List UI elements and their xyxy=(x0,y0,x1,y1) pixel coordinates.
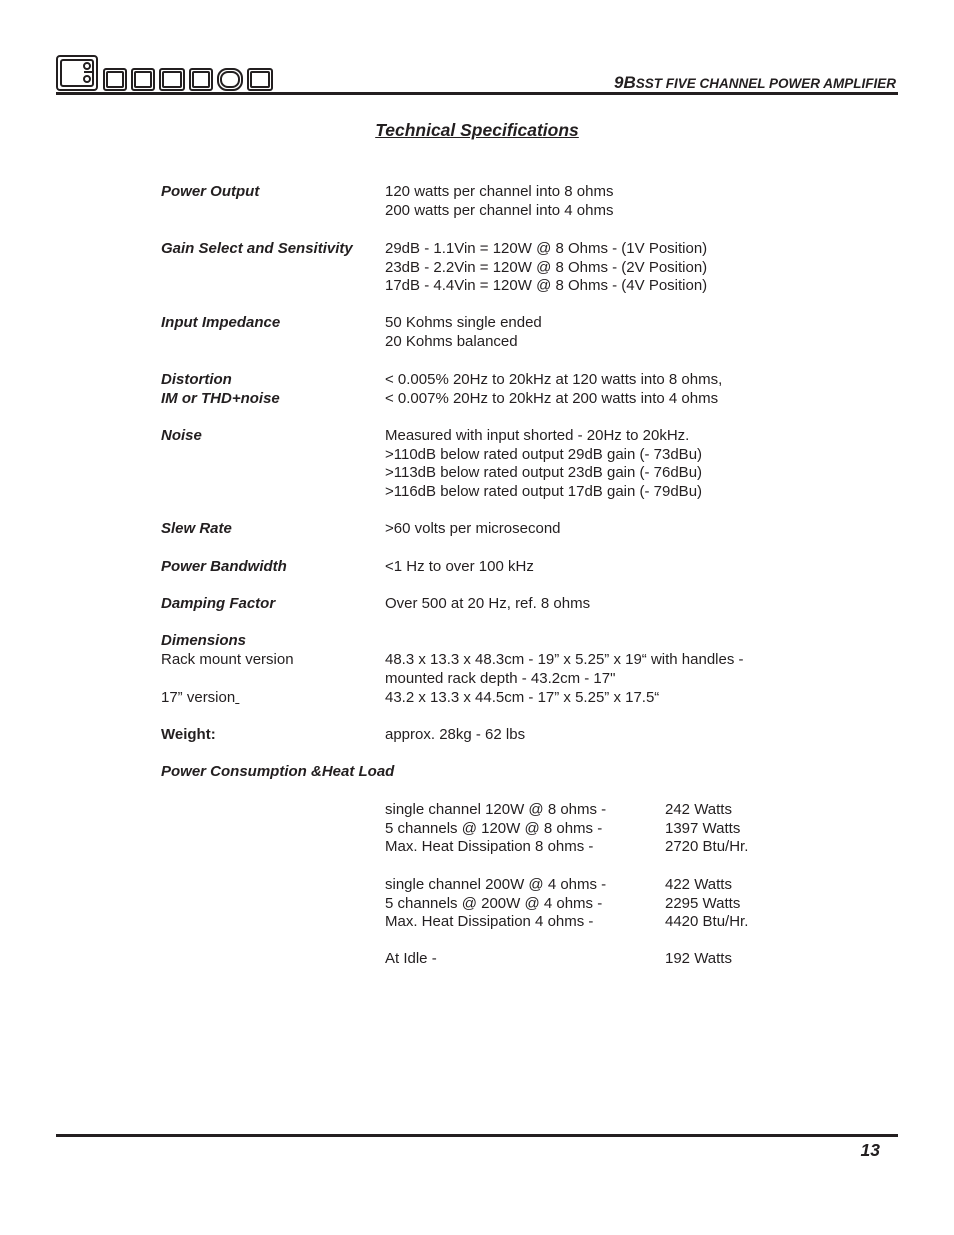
list-item: 2720 Btu/Hr. xyxy=(665,838,749,855)
spec-label-input-impedance: Input Impedance xyxy=(161,314,281,331)
spec-label-slew-rate: Slew Rate xyxy=(161,520,232,537)
footer-rule xyxy=(56,1134,898,1137)
power-idle-desc: At Idle - xyxy=(385,950,437,967)
spec-value-rack-mount: 48.3 x 13.3 x 48.3cm - 19” x 5.25” x 19“ with handles - mounted rack depth - 43.2cm - 17" xyxy=(385,651,744,687)
spec-value-noise: Measured with input shorted - 20Hz to 20kHz. >110dB below rated output 29dB gain (- 73dBu) >113dB below rated output 23dB gain (- 76dBu) >116dB below rated output 17dB gain (- 79dBu) xyxy=(385,427,703,500)
spec-value-distortion: < 0.005% 20Hz to 20kHz at 120 watts into 8 ohms, < 0.007% 20Hz to 20kHz at 200 watts into 4 ohms xyxy=(385,371,723,407)
spec-value-slew-rate: >60 volts per microsecond xyxy=(385,520,561,537)
spec-value-damping-factor: Over 500 at 20 Hz, ref. 8 ohms xyxy=(385,595,591,612)
spec-label-power-output: Power Output xyxy=(161,183,260,200)
page-number: 13 xyxy=(860,1140,880,1160)
list-item: single channel 200W @ 4 ohms - xyxy=(385,876,607,893)
spec-value-input-impedance: 50 Kohms single ended 20 Kohms balanced xyxy=(385,314,542,350)
page-title: Technical Specifications xyxy=(375,120,579,140)
spec-label-rack-mount: Rack mount version xyxy=(161,651,294,668)
power-group-4ohm-desc xyxy=(385,876,606,932)
spec-label-damping-factor: Damping Factor xyxy=(161,595,276,612)
spec-value-17-version: 43.2 x 13.3 x 44.5cm - 17” x 5.25” x 17.5“ xyxy=(385,689,660,706)
power-group-8ohm-values xyxy=(665,801,748,857)
spec-label-power-bandwidth: Power Bandwidth xyxy=(161,558,287,575)
spec-label-noise: Noise xyxy=(161,427,202,444)
header-rule xyxy=(56,92,898,95)
model-description: SST FIVE CHANNEL POWER AMPLIFIER xyxy=(635,76,896,91)
power-group-4ohm-values xyxy=(665,876,748,932)
bryston-logo xyxy=(56,55,286,93)
spec-label-gain: Gain Select and Sensitivity xyxy=(161,240,353,257)
power-group-8ohm-desc xyxy=(385,801,606,857)
spec-label-dimensions: Dimensions xyxy=(161,632,247,649)
spec-label-distortion: Distortion IM or THD+noise xyxy=(161,371,280,407)
list-item: Max. Heat Dissipation 8 ohms - xyxy=(385,838,594,855)
spec-label-17-version: 17” version xyxy=(161,689,236,706)
spec-value-gain: 29dB - 1.1Vin = 120W @ 8 Ohms - (1V Position) 23dB - 2.2Vin = 120W @ 8 Ohms - (2V Position) 17dB - 4.4Vin = 120W @ 8 Ohms - (4V Position) xyxy=(385,240,708,294)
spec-label-weight: Weight: xyxy=(161,726,216,743)
model-name: 9B xyxy=(614,73,636,92)
list-item: 1397 Watts xyxy=(665,819,741,837)
spec-value-power-output: 120 watts per channel into 8 ohms 200 watts per channel into 4 ohms xyxy=(385,183,614,219)
header-title xyxy=(614,73,896,93)
list-item: 242 Watts xyxy=(665,801,732,818)
power-idle-value: 192 Watts xyxy=(665,950,732,967)
list-item: 2295 Watts xyxy=(665,894,741,912)
list-item: single channel 120W @ 8 ohms - xyxy=(385,801,607,818)
list-item: 422 Watts xyxy=(665,876,732,893)
spec-value-power-bandwidth: <1 Hz to over 100 kHz xyxy=(385,558,534,575)
spec-value-weight: approx. 28kg - 62 lbs xyxy=(385,726,526,743)
list-item: 5 channels @ 120W @ 8 ohms - xyxy=(385,819,603,837)
list-item: 5 channels @ 200W @ 4 ohms - xyxy=(385,894,603,912)
list-item: Max. Heat Dissipation 4 ohms - xyxy=(385,913,594,930)
spec-label-power-consumption: Power Consumption &Heat Load xyxy=(161,763,395,780)
list-item: 4420 Btu/Hr. xyxy=(665,913,749,930)
